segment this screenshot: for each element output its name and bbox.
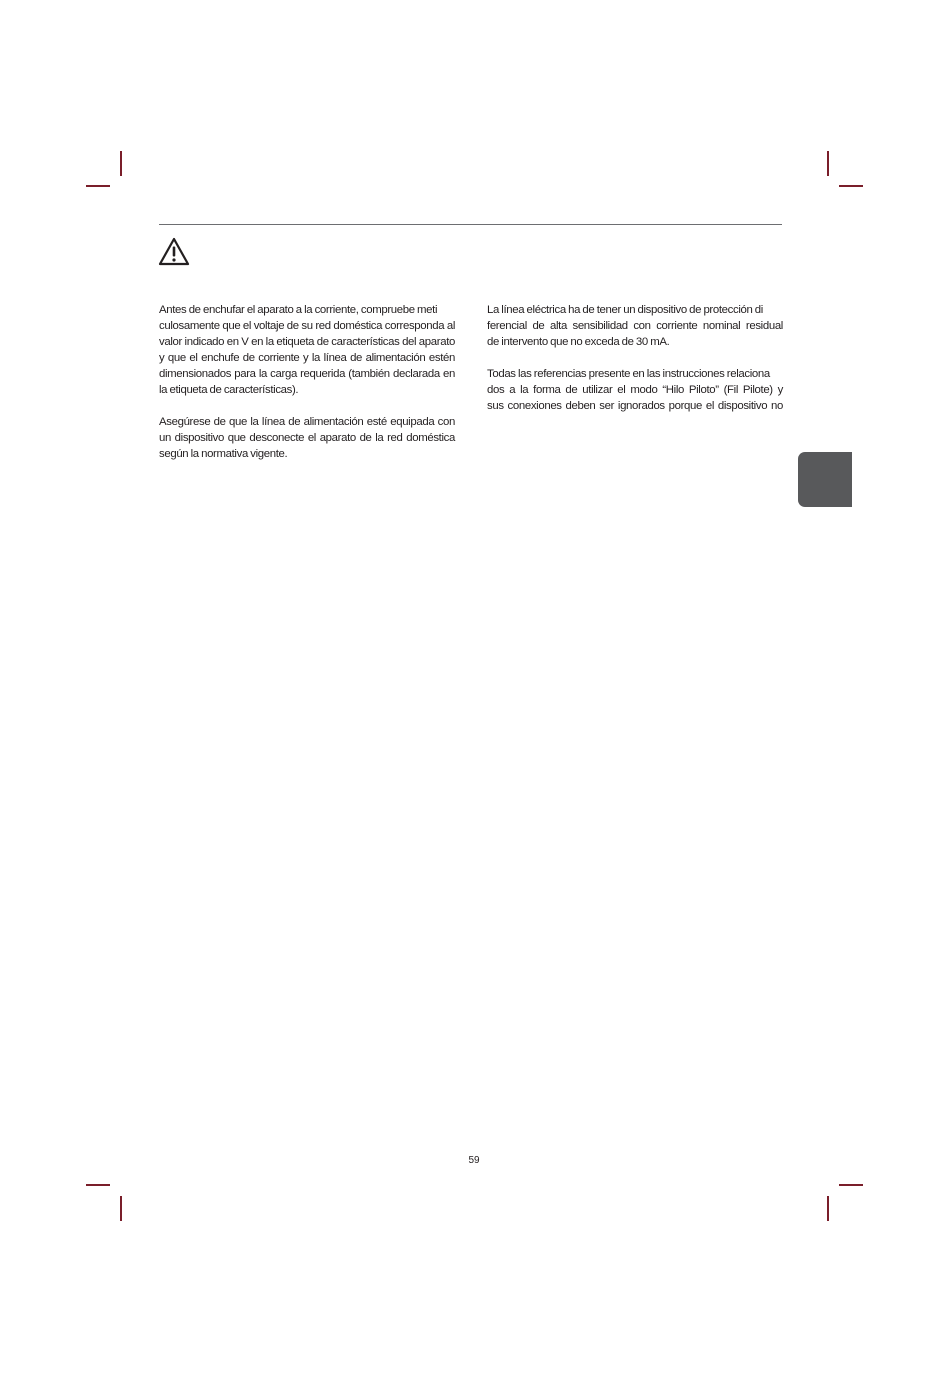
text-line: sus conexiones deben ser ignorados porque el dispositivo no — [487, 400, 783, 412]
text-line: culosamente que el voltaje de su red doméstica corresponda al — [159, 320, 455, 332]
text-line: dimensionados para la carga requerida (también declarada en — [159, 368, 455, 380]
crop-mark-bottom-left-horizontal — [86, 1184, 110, 1186]
crop-mark-top-right-horizontal — [839, 185, 863, 187]
right-column — [487, 302, 783, 430]
section-side-tab — [798, 452, 852, 507]
paragraph-pilot-wire — [487, 366, 783, 414]
paragraph-differential-protection — [487, 302, 783, 350]
text-line: según la normativa vigente. — [159, 448, 288, 460]
text-line: ferencial de alta sensibilidad con corriente nominal residual — [487, 320, 783, 332]
crop-mark-bottom-right-vertical — [827, 1196, 829, 1221]
text-line: un dispositivo que desconecte el aparato de la red doméstica — [159, 432, 455, 444]
crop-mark-bottom-right-horizontal — [839, 1184, 863, 1186]
text-line: y que el enchufe de corriente y la línea de alimentación estén — [159, 352, 455, 364]
left-column — [159, 302, 455, 478]
text-line: Todas las referencias presente en las instrucciones relaciona — [487, 368, 770, 380]
text-line: la etiqueta de características). — [159, 384, 299, 396]
text-line: dos a la forma de utilizar el modo “Hilo Piloto” (Fil Pilote) y — [487, 384, 783, 396]
paragraph-voltage-check — [159, 302, 455, 398]
text-line: de intervento que no exceda de 30 mA. — [487, 336, 670, 348]
page-number: 59 — [468, 1155, 480, 1166]
text-line: Antes de enchufar el aparato a la corriente, compruebe meti — [159, 304, 438, 316]
paragraph-disconnect-device — [159, 414, 455, 462]
warning-triangle-icon — [158, 237, 190, 266]
text-line: La línea eléctrica ha de tener un dispositivo de protección di — [487, 304, 763, 316]
text-line: Asegúrese de que la línea de alimentación esté equipada con — [159, 416, 455, 428]
text-line: valor indicado en V en la etiqueta de características del aparato — [159, 336, 455, 348]
header-rule — [159, 224, 782, 225]
crop-mark-bottom-left-vertical — [120, 1196, 122, 1221]
crop-mark-top-right-vertical — [827, 151, 829, 176]
crop-mark-top-left-vertical — [120, 151, 122, 176]
crop-mark-top-left-horizontal — [86, 185, 110, 187]
